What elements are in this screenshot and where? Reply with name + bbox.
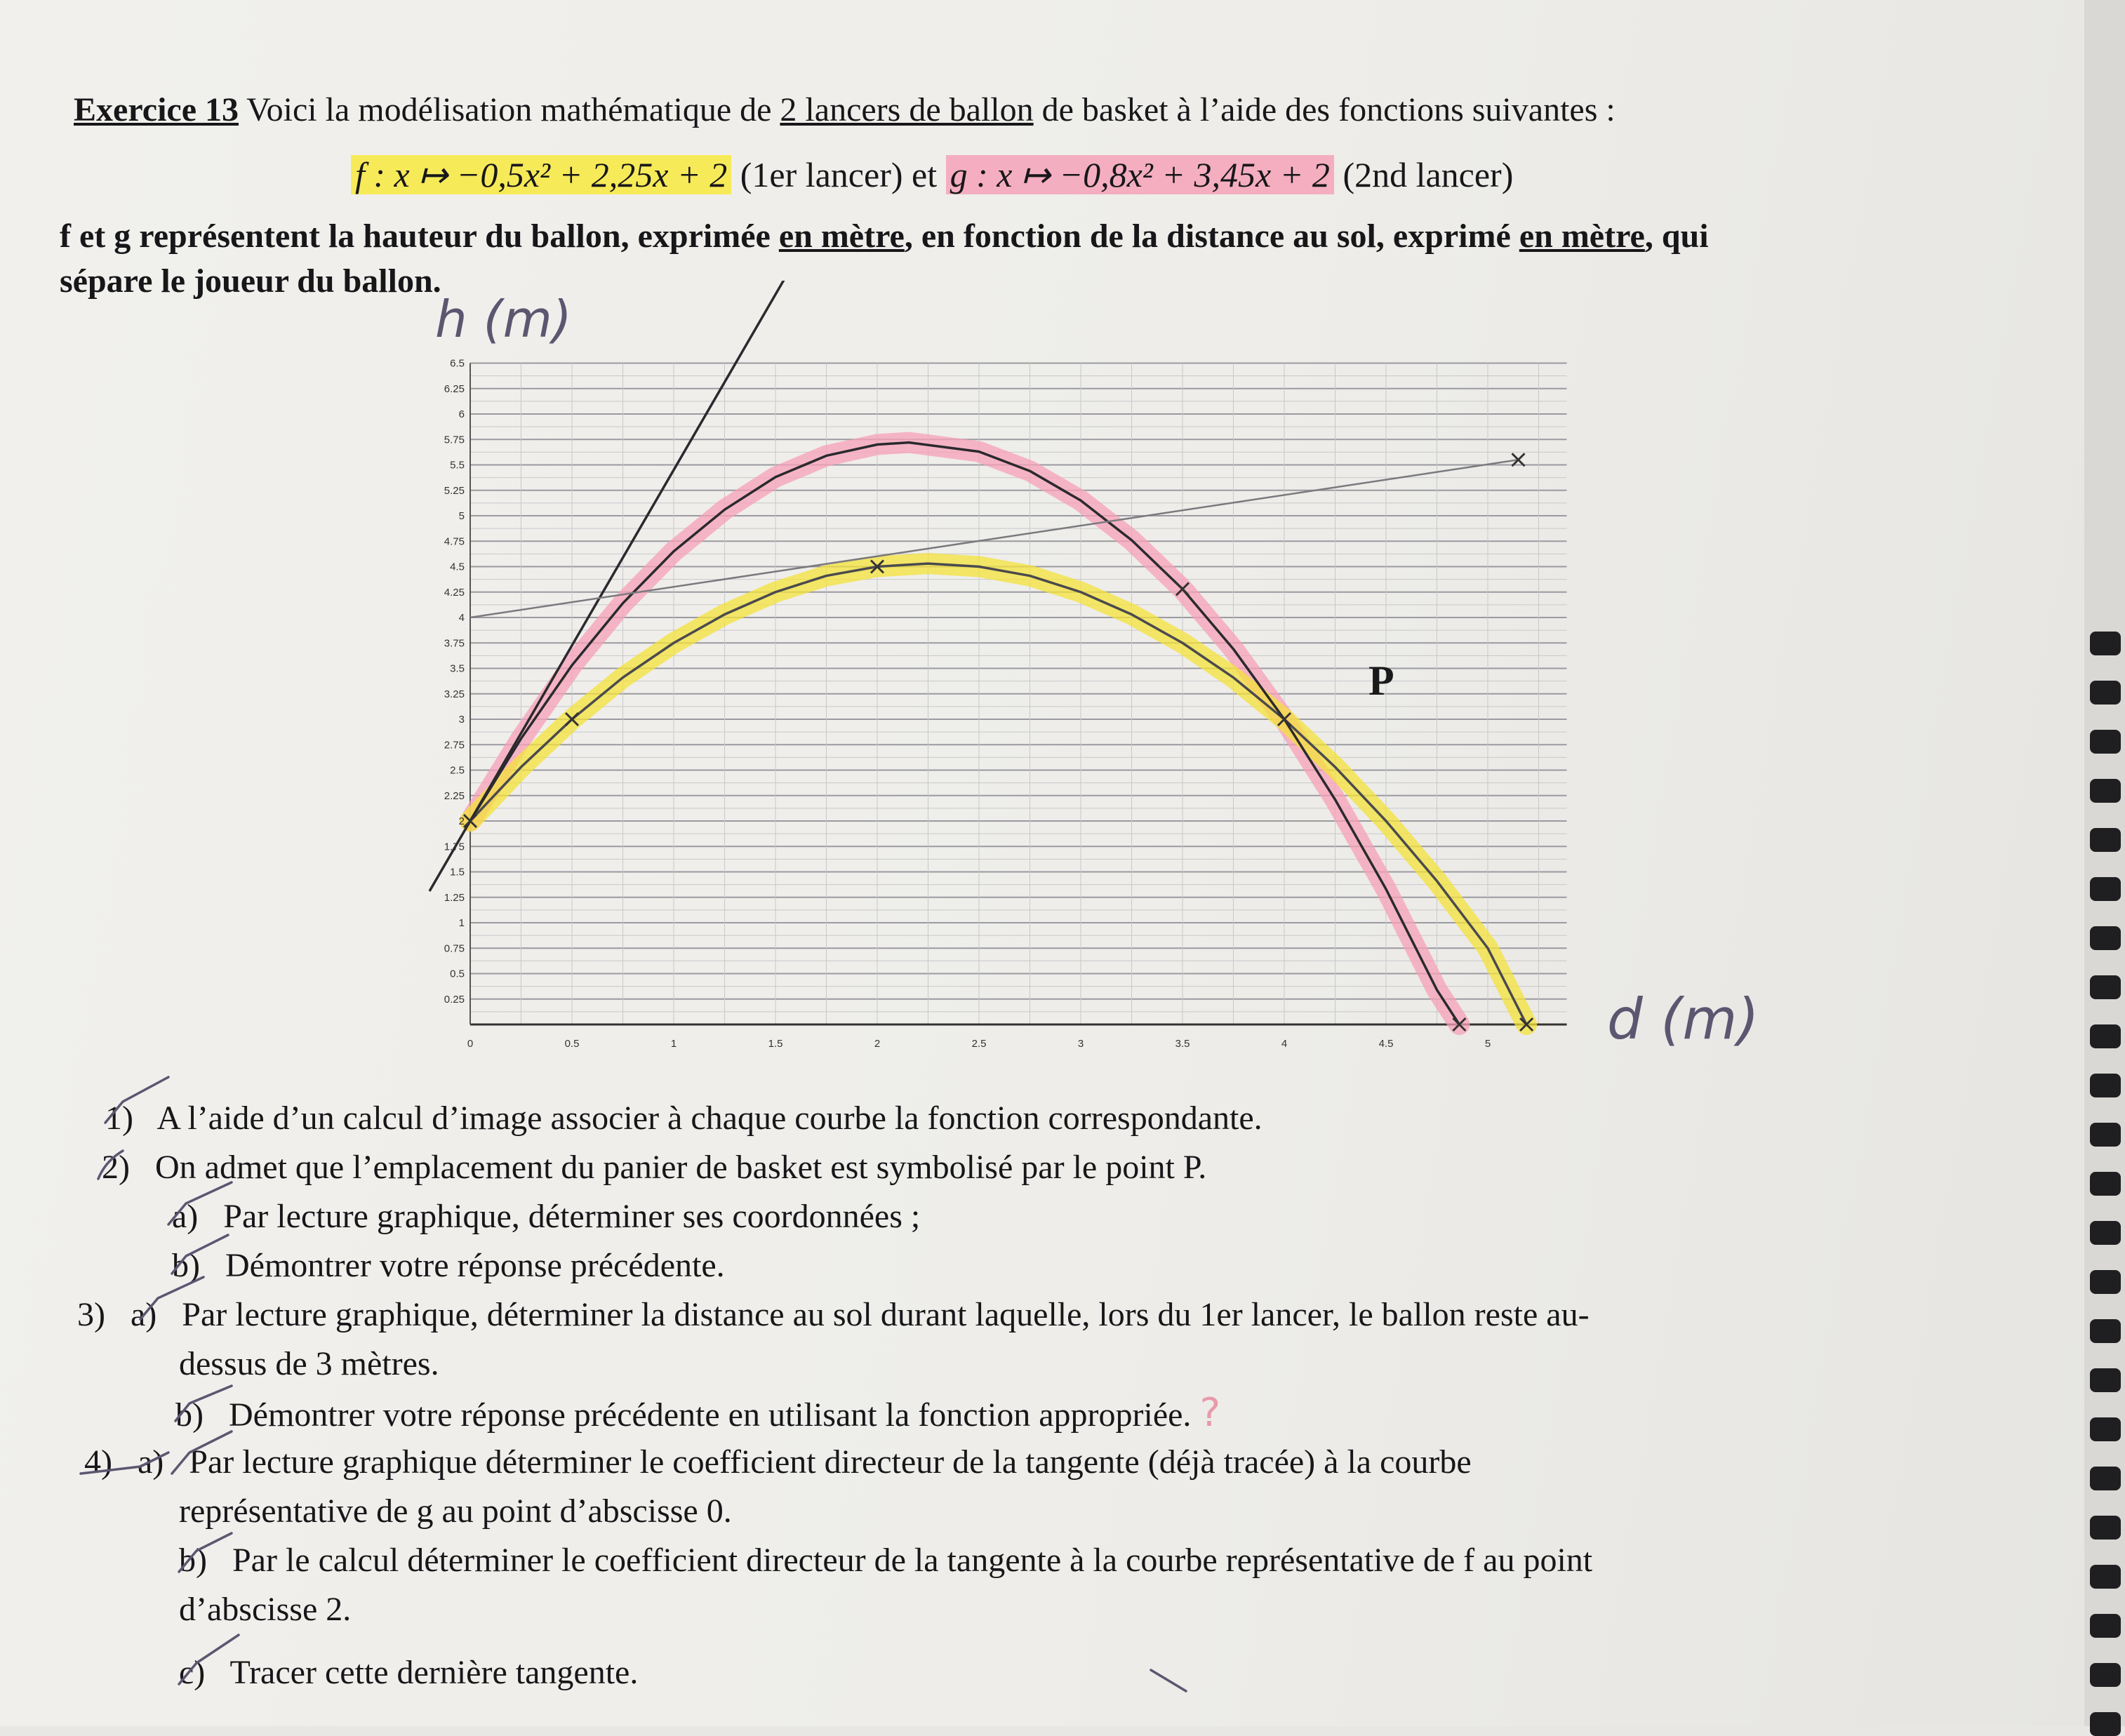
- binding-ring: [2090, 975, 2121, 999]
- binding-ring: [2090, 1516, 2121, 1540]
- question-4c-text: Tracer cette dernière tangente.: [229, 1654, 639, 1691]
- question-2b-text: Démontrer votre réponse précédente.: [225, 1247, 725, 1284]
- x-tick-label: 1: [670, 1038, 677, 1050]
- y-tick-label: 1.75: [444, 841, 465, 853]
- desc-a: f et g représentent la hauteur du ballon, exprimée: [60, 218, 771, 255]
- y-tick-label: 6.5: [450, 357, 465, 370]
- binding-ring: [2090, 779, 2121, 803]
- x-tick-label: 1.5: [768, 1038, 783, 1050]
- binding-ring: [2090, 1024, 2121, 1048]
- y-tick-label: 0.25: [444, 993, 465, 1006]
- x-tick-label: 3: [1077, 1038, 1084, 1050]
- x-axis-label: d (m): [1607, 987, 1759, 1052]
- binding-ring: [2090, 1368, 2121, 1392]
- binding-ring: [2090, 1565, 2121, 1589]
- y-tick-label: 5.75: [444, 434, 465, 446]
- x-tick-label: 0: [467, 1038, 474, 1050]
- g-note: (2nd lancer): [1343, 155, 1514, 194]
- binding-ring: [2090, 1467, 2121, 1490]
- desc-b: , en fonction de la distance au sol, exprimé: [904, 218, 1511, 255]
- binding-ring: [2090, 1221, 2121, 1245]
- x-tick-label: 4: [1281, 1038, 1288, 1050]
- y-tick-label: 0.5: [450, 968, 465, 980]
- question-4b-num: b): [179, 1542, 207, 1579]
- question-2-text: On admet que l’emplacement du panier de basket est symbolisé par le point P.: [154, 1149, 1207, 1186]
- check-mark-2b: [172, 1235, 228, 1274]
- connector: et: [912, 155, 938, 194]
- y-tick-label: 6: [458, 408, 465, 420]
- question-mark-annotation: ?: [1199, 1390, 1221, 1436]
- f-formula: f : x ↦ −0,5x² + 2,25x + 2: [351, 155, 731, 194]
- y-tick-label: 5: [458, 510, 465, 522]
- question-4a-cont: représentative de g au point d’abscisse 0.: [179, 1493, 732, 1530]
- check-mark-3a: [140, 1277, 204, 1319]
- binding-ring: [2090, 1663, 2121, 1687]
- x-tick-label: 3.5: [1175, 1038, 1190, 1050]
- check-mark-4: [81, 1453, 168, 1474]
- y-axis-label: h (m): [435, 290, 572, 349]
- binding-ring: [2090, 730, 2121, 754]
- point-p-label: P: [1368, 657, 1394, 704]
- binding-ring: [2090, 1074, 2121, 1097]
- binding-ring: [2090, 1172, 2121, 1196]
- y-tick-label: 5.5: [450, 459, 465, 472]
- question-3a-cont: dessus de 3 mètres.: [179, 1345, 439, 1382]
- y-tick-label: 3.75: [444, 637, 465, 650]
- y-tick-label: 2.5: [450, 764, 465, 777]
- check-mark-2a: [168, 1182, 232, 1224]
- x-tick-label: 4.5: [1378, 1038, 1394, 1050]
- y-tick-label: 3.25: [444, 688, 465, 700]
- y-tick-label: 5.25: [444, 484, 465, 497]
- check-mark-3b: [175, 1386, 232, 1421]
- description-line-2: sépare le joueur du ballon.: [60, 262, 441, 300]
- check-mark-4a: [172, 1431, 232, 1474]
- question-4-num: 4): [84, 1443, 112, 1481]
- y-tick-label: 6.25: [444, 382, 465, 395]
- y-tick-label: 1: [458, 917, 465, 929]
- binding-ring: [2090, 681, 2121, 705]
- x-tick-label: 2.5: [971, 1038, 987, 1050]
- check-mark-1: [105, 1077, 168, 1123]
- g-formula: g : x ↦ −0,8x² + 3,45x + 2: [946, 155, 1334, 194]
- binding-ring: [2090, 1319, 2121, 1343]
- check-mark-4c: [179, 1635, 239, 1684]
- question-3-num: 3): [77, 1296, 105, 1333]
- x-tick-label: 5: [1484, 1038, 1491, 1050]
- binding-ring: [2090, 1270, 2121, 1294]
- binding-ring: [2090, 1417, 2121, 1441]
- question-3a-text: Par lecture graphique, déterminer la distance au sol durant laquelle, lors du 1er lancer, le ballon reste au-: [182, 1296, 1590, 1333]
- question-4c-num: c): [179, 1654, 206, 1691]
- y-tick-label: 2.75: [444, 739, 465, 752]
- y-tick-label: 3: [458, 714, 465, 726]
- intro-underlined: 2 lancers de ballon: [780, 91, 1034, 128]
- y-tick-label: 1.25: [444, 891, 465, 904]
- binding-ring: [2090, 1614, 2121, 1638]
- binding-ring: [2090, 877, 2121, 901]
- binding-ring: [2090, 926, 2121, 950]
- y-tick-label: 4.5: [450, 561, 465, 573]
- question-1-text: A l’aide d’un calcul d’image associer à chaque courbe la fonction correspondante.: [156, 1100, 1263, 1137]
- question-4a-text: Par lecture graphique déterminer le coefficient directeur de la tangente (déjà tracée) à la courbe: [189, 1443, 1472, 1481]
- desc-unit-2: en mètre: [1519, 218, 1645, 255]
- binding-ring: [2090, 1123, 2121, 1147]
- binding-ring: [2090, 828, 2121, 852]
- check-mark-2: [98, 1151, 123, 1179]
- question-2a-text: Par lecture graphique, déterminer ses coordonnées ;: [223, 1198, 921, 1235]
- y-tick-label: 3.5: [450, 662, 465, 675]
- check-mark-4b: [179, 1533, 232, 1572]
- question-4b-cont: d’abscisse 2.: [179, 1591, 352, 1628]
- y-tick-label: 4: [458, 612, 465, 624]
- desc-c: , qui: [1644, 218, 1709, 255]
- exercise-title: Exercice 13: [74, 91, 239, 128]
- question-2-num: 2): [102, 1149, 130, 1186]
- binding-ring: [2090, 1712, 2121, 1736]
- intro-text-1: Voici la modélisation mathématique de: [246, 91, 772, 128]
- question-2a-num: a): [172, 1198, 199, 1235]
- y-tick-label: 2.25: [444, 789, 465, 802]
- desc-unit-1: en mètre: [778, 218, 905, 255]
- question-3a-num: a): [130, 1296, 157, 1333]
- y-tick-label: 0.75: [444, 942, 465, 955]
- y-tick-label: 2: [458, 815, 465, 827]
- y-tick-label: 4.25: [444, 586, 465, 599]
- y-tick-label: 1.5: [450, 866, 465, 879]
- question-4a-num: a): [137, 1443, 164, 1481]
- question-1-num: 1): [105, 1100, 133, 1137]
- y-tick-label: 4.75: [444, 535, 465, 548]
- x-tick-label: 0.5: [564, 1038, 580, 1050]
- intro-text-2: de basket à l’aide des fonctions suivantes :: [1041, 91, 1616, 128]
- f-note: (1er lancer): [740, 155, 903, 194]
- binding-ring: [2090, 632, 2121, 655]
- x-tick-label: 2: [874, 1038, 881, 1050]
- question-3b-num: b): [175, 1396, 204, 1434]
- question-3b-text: Démontrer votre réponse précédente en utilisant la fonction appropriée.: [228, 1396, 1192, 1434]
- question-4b-text: Par le calcul déterminer le coefficient directeur de la tangente à la courbe représentative de f au point: [232, 1542, 1593, 1579]
- stray-pen-mark: [1151, 1670, 1186, 1691]
- question-2b-num: b): [172, 1247, 200, 1284]
